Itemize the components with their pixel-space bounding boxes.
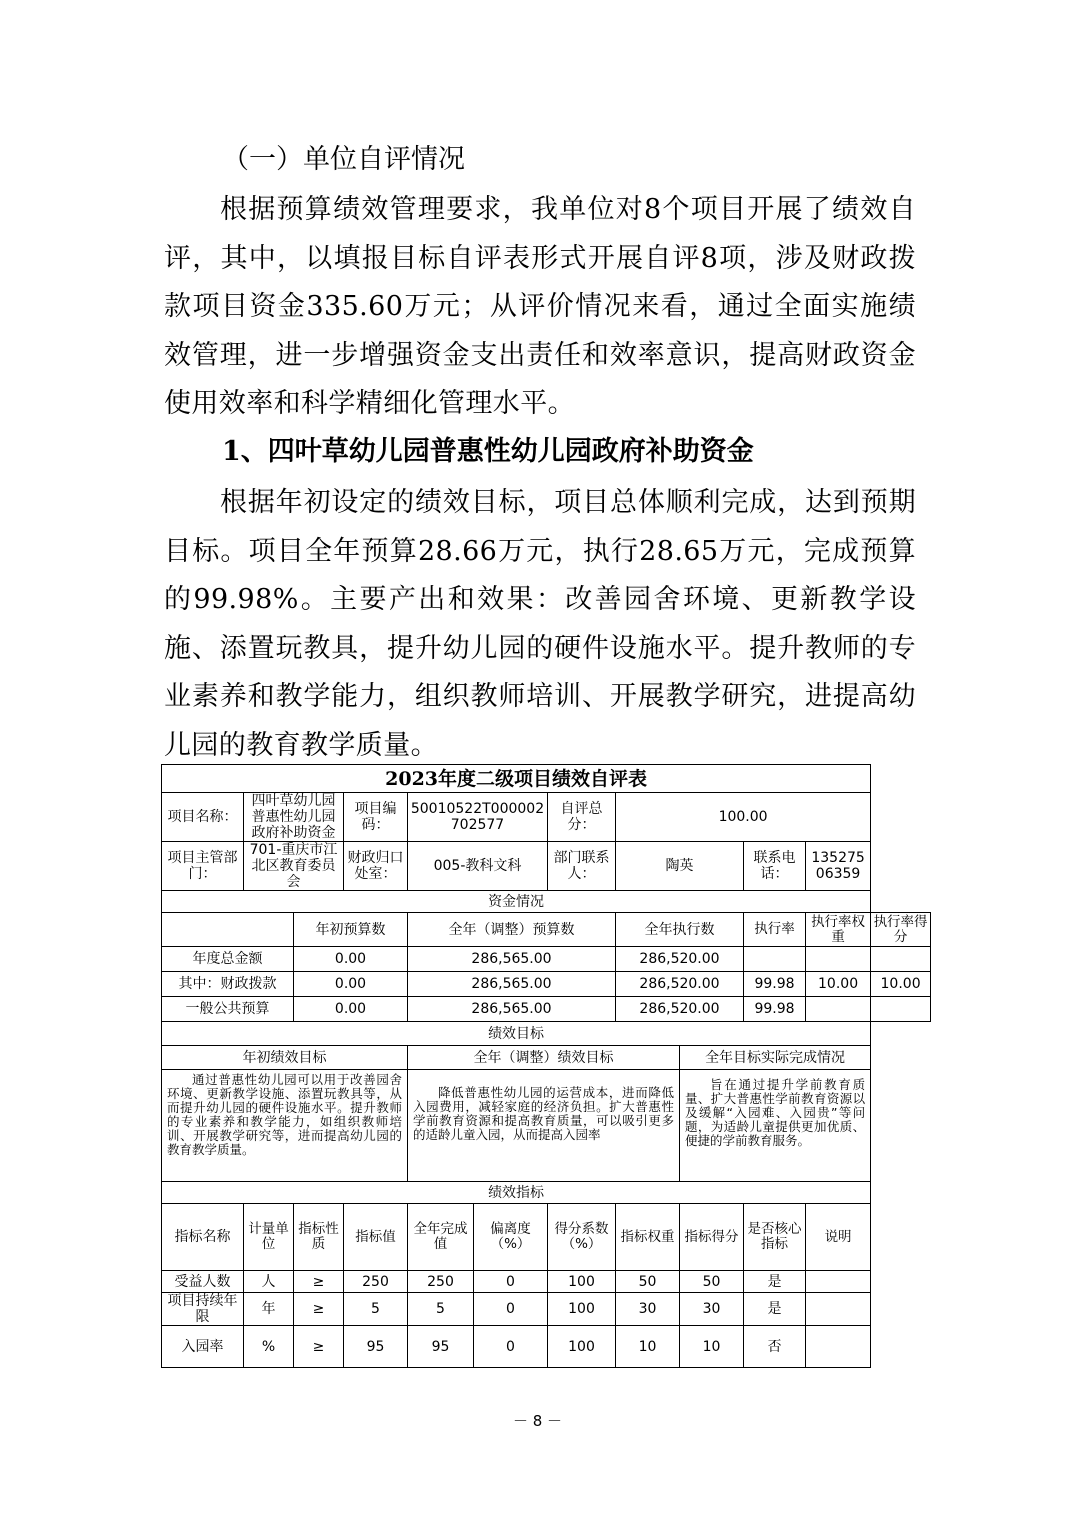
funds-row-weight bbox=[806, 947, 871, 972]
funds-row-executed: 286,520.00 bbox=[616, 947, 744, 972]
ind-coef: 100 bbox=[548, 1326, 616, 1368]
section-heading-unit-self-eval: （一）单位自评情况 bbox=[222, 144, 465, 175]
paragraph-unit-self-eval: 根据预算绩效管理要求，我单位对8个项目开展了绩效自评，其中，以填报目标自评表形式开展自评8项，涉及财政拨款项目资金335.60万元；从评价情况来看，通过全面实施绩效管理，进一步增强资金支出责任和效率意识，提高财政资金使用效率和科学精细化管理水平。 bbox=[164, 194, 916, 420]
ind-target: 5 bbox=[344, 1293, 408, 1326]
ind-header-target: 指标值 bbox=[344, 1204, 408, 1271]
funds-header-executed: 全年执行数 bbox=[616, 913, 744, 947]
ind-score: 30 bbox=[680, 1293, 744, 1326]
ind-unit: 人 bbox=[244, 1271, 294, 1293]
project-code-value: 50010522T000002702577 bbox=[408, 793, 548, 842]
office-label: 财政归口处室： bbox=[344, 842, 408, 891]
ind-done: 250 bbox=[408, 1271, 474, 1293]
performance-eval-table bbox=[161, 764, 931, 1368]
ind-coef: 100 bbox=[548, 1271, 616, 1293]
funds-row-adjusted: 286,565.00 bbox=[408, 997, 616, 1022]
contact-label: 部门联系人： bbox=[548, 842, 616, 891]
funds-row-score bbox=[871, 947, 931, 972]
dept-label: 项目主管部门： bbox=[162, 842, 244, 891]
funds-row-weight: 10.00 bbox=[806, 972, 871, 997]
ind-name: 受益人数 bbox=[162, 1271, 244, 1293]
funds-row-rate: 99.98 bbox=[744, 997, 806, 1022]
score-label: 自评总分： bbox=[548, 793, 616, 842]
ind-nature: ≥ bbox=[294, 1271, 344, 1293]
funds-row-rate bbox=[744, 947, 806, 972]
funds-row-weight bbox=[806, 997, 871, 1022]
goal-actual-text: 旨在通过提升学前教育质量、扩大普惠性学前教育资源以及缓解“入园难、入园贵”等问题，为适龄儿童提供更加优质、便捷的学前教育服务。 bbox=[680, 1070, 871, 1182]
funds-row-initial: 0.00 bbox=[294, 947, 408, 972]
goals-header-adjusted: 全年（调整）绩效目标 bbox=[408, 1046, 680, 1070]
project-name-value: 四叶草幼儿园普惠性幼儿园政府补助资金 bbox=[244, 793, 344, 842]
table-title: 2023年度二级项目绩效自评表 bbox=[162, 765, 871, 793]
contact-value: 陶英 bbox=[616, 842, 744, 891]
office-value: 005-教科文科 bbox=[408, 842, 548, 891]
ind-header-nature: 指标性质 bbox=[294, 1204, 344, 1271]
funds-header-blank bbox=[162, 913, 294, 947]
goal-adjusted-text: 降低普惠性幼儿园的运营成本，进而降低入园费用，减轻家庭的经济负担。扩大普惠性学前教育资源和提高教育质量，可以吸引更多的适龄儿童入园，从而提高入园率 bbox=[408, 1070, 680, 1182]
funds-row-label: 一般公共预算 bbox=[162, 997, 294, 1022]
ind-deviation: 0 bbox=[474, 1271, 548, 1293]
score-value: 100.00 bbox=[616, 793, 871, 842]
funds-header-weight: 执行率权重 bbox=[806, 913, 871, 947]
ind-done: 95 bbox=[408, 1326, 474, 1368]
phone-label: 联系电话： bbox=[744, 842, 806, 891]
funds-row-rate: 99.98 bbox=[744, 972, 806, 997]
funds-row-adjusted: 286,565.00 bbox=[408, 947, 616, 972]
funds-section-label: 资金情况 bbox=[162, 891, 871, 913]
ind-note bbox=[806, 1293, 871, 1326]
ind-nature: ≥ bbox=[294, 1326, 344, 1368]
ind-header-coef: 得分系数（%） bbox=[548, 1204, 616, 1271]
ind-header-done: 全年完成值 bbox=[408, 1204, 474, 1271]
page-number: － 8 － bbox=[512, 1412, 563, 1430]
funds-row-executed: 286,520.00 bbox=[616, 997, 744, 1022]
funds-row-score: 10.00 bbox=[871, 972, 931, 997]
ind-name: 项目持续年限 bbox=[162, 1293, 244, 1326]
ind-note bbox=[806, 1271, 871, 1293]
funds-header-rate: 执行率 bbox=[744, 913, 806, 947]
funds-header-initial: 年初预算数 bbox=[294, 913, 408, 947]
ind-header-deviation: 偏离度（%） bbox=[474, 1204, 548, 1271]
project-code-label: 项目编码： bbox=[344, 793, 408, 842]
ind-name: 入园率 bbox=[162, 1326, 244, 1368]
ind-coef: 100 bbox=[548, 1293, 616, 1326]
ind-score: 50 bbox=[680, 1271, 744, 1293]
ind-nature: ≥ bbox=[294, 1293, 344, 1326]
ind-weight: 50 bbox=[616, 1271, 680, 1293]
ind-header-core: 是否核心指标 bbox=[744, 1204, 806, 1271]
funds-header-adjusted: 全年（调整）预算数 bbox=[408, 913, 616, 947]
ind-done: 5 bbox=[408, 1293, 474, 1326]
funds-row-initial: 0.00 bbox=[294, 997, 408, 1022]
ind-core: 否 bbox=[744, 1326, 806, 1368]
funds-row-initial: 0.00 bbox=[294, 972, 408, 997]
ind-target: 250 bbox=[344, 1271, 408, 1293]
ind-header-score: 指标得分 bbox=[680, 1204, 744, 1271]
ind-target: 95 bbox=[344, 1326, 408, 1368]
ind-note bbox=[806, 1326, 871, 1368]
ind-weight: 10 bbox=[616, 1326, 680, 1368]
phone-value: 13527506359 bbox=[806, 842, 871, 891]
ind-unit: % bbox=[244, 1326, 294, 1368]
ind-core: 是 bbox=[744, 1293, 806, 1326]
funds-row-label: 年度总金额 bbox=[162, 947, 294, 972]
ind-deviation: 0 bbox=[474, 1293, 548, 1326]
paragraph-project-1: 根据年初设定的绩效目标，项目总体顺利完成，达到预期目标。项目全年预算28.66万元，执行28.65万元，完成预算的99.98%。主要产出和效果：改善园舍环境、更新教学设施、添置玩教具，提升幼儿园的硬件设施水平。提升教师的专业素养和教学能力，组织教师培训、开展教学研究，进提高幼儿园的教育教学质量。 bbox=[164, 487, 916, 761]
ind-unit: 年 bbox=[244, 1293, 294, 1326]
ind-header-name: 指标名称 bbox=[162, 1204, 244, 1271]
ind-header-note: 说明 bbox=[806, 1204, 871, 1271]
ind-deviation: 0 bbox=[474, 1326, 548, 1368]
ind-header-weight: 指标权重 bbox=[616, 1204, 680, 1271]
funds-row-executed: 286,520.00 bbox=[616, 972, 744, 997]
funds-row-score bbox=[871, 997, 931, 1022]
goals-section-label: 绩效目标 bbox=[162, 1022, 871, 1046]
funds-header-score: 执行率得分 bbox=[871, 913, 931, 947]
funds-row-adjusted: 286,565.00 bbox=[408, 972, 616, 997]
indicators-section-label: 绩效指标 bbox=[162, 1182, 871, 1204]
ind-score: 10 bbox=[680, 1326, 744, 1368]
ind-header-unit: 计量单位 bbox=[244, 1204, 294, 1271]
goals-header-actual: 全年目标实际完成情况 bbox=[680, 1046, 871, 1070]
funds-row-label: 其中：财政拨款 bbox=[162, 972, 294, 997]
project-name-label: 项目名称： bbox=[162, 793, 244, 842]
goals-header-initial: 年初绩效目标 bbox=[162, 1046, 408, 1070]
dept-value: 701-重庆市江北区教育委员会 bbox=[244, 842, 344, 891]
goal-initial-text: 通过普惠性幼儿园可以用于改善园舍环境、更新教学设施、添置玩教具等，从而提升幼儿园的硬件设施水平。提升教师的专业素养和教学能力，如组织教师培训、开展教学研究等，进而提高幼儿园的教育教学质量。 bbox=[162, 1070, 408, 1182]
section-heading-project-1: 1、四叶草幼儿园普惠性幼儿园政府补助资金 bbox=[222, 436, 754, 467]
ind-weight: 30 bbox=[616, 1293, 680, 1326]
ind-core: 是 bbox=[744, 1271, 806, 1293]
